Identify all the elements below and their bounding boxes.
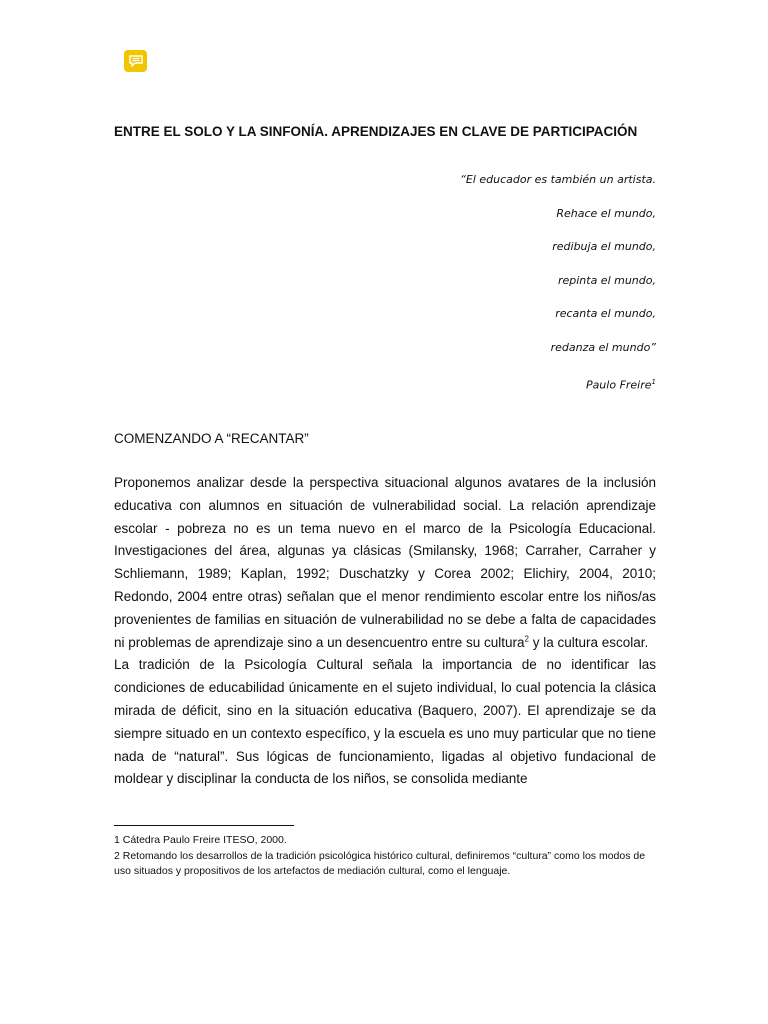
epigraph-line: redanza el mundo” (550, 340, 656, 354)
footnotes (114, 833, 656, 880)
footnote-separator (114, 825, 294, 826)
document-title: ENTRE EL SOLO Y LA SINFONÍA. APRENDIZAJES EN CLAVE DE PARTICIPACIÓN (114, 124, 638, 139)
section-heading: COMENZANDO A “RECANTAR” (114, 431, 309, 446)
epigraph-author: Paulo Freire (585, 378, 652, 392)
epigraph-line: recanta el mundo, (555, 307, 656, 321)
speech-bubble-icon (129, 55, 143, 67)
paragraph (114, 472, 656, 654)
footnote: 1 Cátedra Paulo Freire ITESO, 2000. (114, 834, 287, 846)
epigraph-line: “El educador es también un artista. (460, 173, 656, 186)
body-text (114, 472, 656, 791)
epigraph-line: Rehace el mundo, (556, 206, 656, 220)
footnote-ref[interactable]: 2 (524, 634, 529, 644)
epigraph (256, 170, 656, 405)
footnote: 2 Retomando los desarrollos de la tradición psicológica histórico cultural, definiremos “cultura” como los modos de uso situados y propositivos de los artefactos de mediación cultural, como el lenguaje. (114, 849, 646, 877)
epigraph-line: redibuja el mundo, (552, 240, 656, 254)
paragraph-text: y la cultura escolar. (528, 634, 649, 650)
comment-icon[interactable] (124, 50, 147, 72)
paragraph-text: Proponemos analizar desde la perspectiva situacional algunos avatares de la inclusión educativa con alumnos en situación de vulnerabilidad social. La relación aprendizaje escolar - pobreza no es un tema nuevo en el marco de la Psicología Educacional. Investigaciones del área, algunas ya clásicas (Smilansky, 1968; Carraher, Carraher y Schliemann, 1989; Kaplan, 1992; Duschatzky y Corea 2002; Elichiry, 2004, 2010; Redondo, 2004 entre otras) señalan que el menor rendimiento escolar entre los niños/as provenientes de familias en situación de vulnerabilidad no se debe a falta de capacidades ni problemas de aprendizaje sino a un desencuentro entre su cultura (114, 475, 656, 650)
footnote-ref[interactable]: 1 (651, 377, 656, 386)
epigraph-line: repinta el mundo, (557, 273, 656, 287)
paragraph: La tradición de la Psicología Cultural señala la importancia de no identificar las condiciones de educabilidad únicamente en el sujeto individual, lo cual potencia la clásica mirada de déficit, sino en la situación educativa (Baquero, 2007). El aprendizaje se da siempre situado en un contexto específico, y la escuela es uno muy particular que no tiene nada de “natural”. Sus lógicas de funcionamiento, ligadas al objetivo fundacional de moldear y disciplinar la conducta de los niños, se consolida mediante (114, 657, 656, 787)
epigraph-author-line (256, 372, 656, 406)
